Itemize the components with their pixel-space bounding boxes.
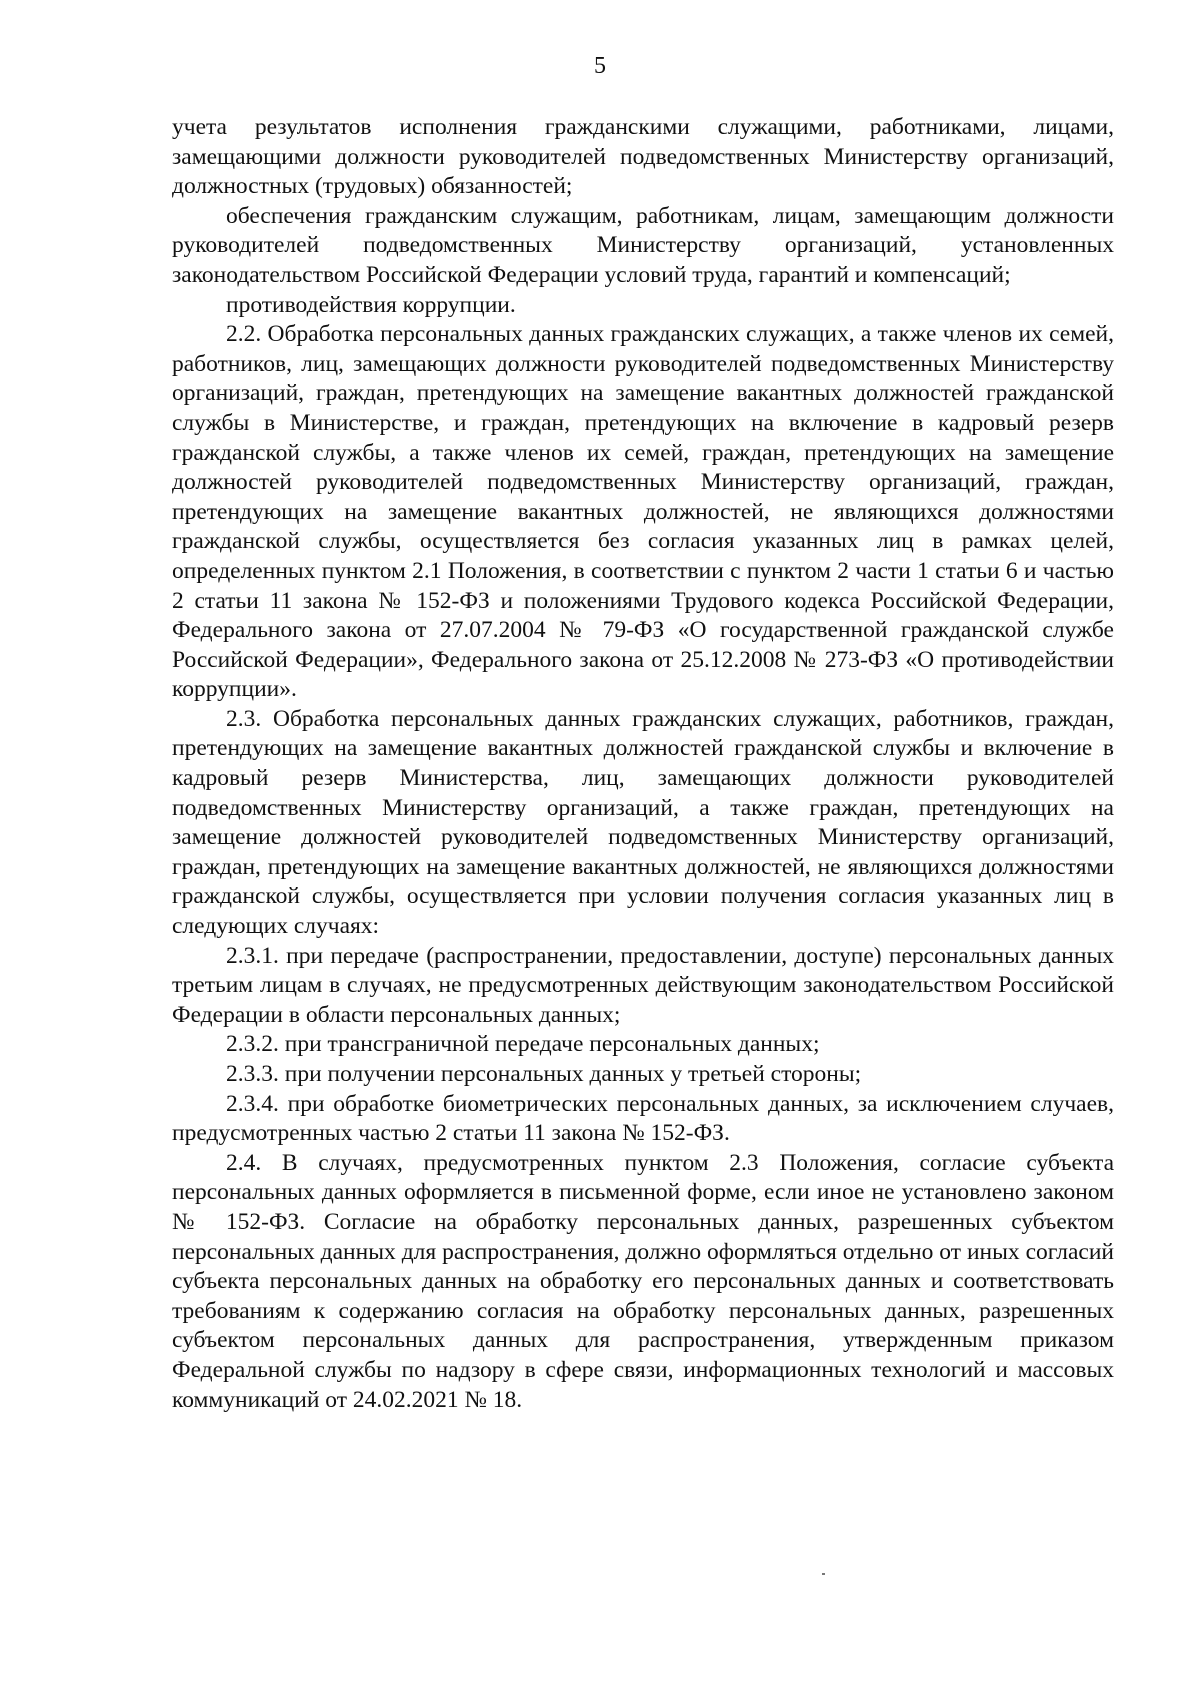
paragraph-purpose-duties: учета результатов исполнения гражданскими служащими, работниками, лицами, замещающими должности руководителей подведомственных Министерству организаций, должностных (трудовых) обязанностей;	[172, 114, 1114, 200]
paragraph-purpose-guarantees: обеспечения гражданским служащим, работникам, лицам, замещающим должности руководителей подведомственных Министерству организаций, установленных законодательством Российской Федерации условий труда, гарантий и компенсаций;	[172, 202, 1114, 288]
paragraph-2-2: 2.2. Обработка персональных данных гражданских служащих, а также членов их семей, работников, лиц, замещающих должности руководителей подведомственных Министерству организаций, граждан, претендующих на замещение вакантных должностей гражданской службы в Министерстве, и граждан, претендующих на включение в кадровый резерв гражданской службы, а также членов их семей, граждан, претендующих на замещение должностей руководителей подведомственных Министерству организаций, граждан, претендующих на замещение вакантных должностей, не являющихся должностями гражданской службы, осуществляется без согласия указанных лиц в рамках целей, определенных пунктом 2.1 Положения, в соответствии с пунктом 2 части 1 статьи 6 и частью 2 статьи 11 закона № 152-ФЗ и положениями Трудового кодекса Российской Федерации, Федерального закона от 27.07.2004 № 79-ФЗ «О государственной гражданской службе Российской Федерации», Федерального закона от 25.12.2008 № 273-ФЗ «О противодействии коррупции».	[172, 321, 1114, 703]
paragraph-2-3-2: 2.3.2. при трансграничной передаче персональных данных;	[226, 1031, 820, 1058]
scan-speck	[822, 1573, 825, 1575]
paragraph-purpose-anticorruption: противодействия коррупции.	[226, 291, 516, 318]
paragraph-2-3-4: 2.3.4. при обработке биометрических персональных данных, за исключением случаев, предусмотренных частью 2 статьи 11 закона № 152-ФЗ.	[172, 1090, 1114, 1147]
paragraph-2-3: 2.3. Обработка персональных данных гражданских служащих, работников, граждан, претендующих на замещение вакантных должностей гражданской службы и включение в кадровый резерв Министерства, лиц, замещающих должности руководителей подведомственных Министерству организаций, а также граждан, претендующих на замещение должностей руководителей подведомственных Министерству организаций, граждан, претендующих на замещение вакантных должностей, не являющихся должностями гражданской службы, осуществляется при условии получения согласия указанных лиц в следующих случаях:	[172, 705, 1114, 940]
paragraph-2-4: 2.4. В случаях, предусмотренных пунктом 2.3 Положения, согласие субъекта персональных данных оформляется в письменной форме, если иное не установлено законом № 152-ФЗ. Согласие на обработку персональных данных, разрешенных субъектом персональных данных для распространения, должно оформляться отдельно от иных согласий субъекта персональных данных на обработку его персональных данных и соответствовать требованиям к содержанию согласия на обработку персональных данных, разрешенных субъектом персональных данных для распространения, утвержденным приказом Федеральной службы по надзору в сфере связи, информационных технологий и массовых коммуникаций от 24.02.2021 № 18.	[172, 1149, 1114, 1413]
page-number: 5	[594, 53, 606, 79]
document-body	[172, 113, 1114, 1415]
paragraph-2-3-3: 2.3.3. при получении персональных данных у третьей стороны;	[226, 1061, 862, 1087]
paragraph-2-3-1: 2.3.1. при передаче (распространении, предоставлении, доступе) персональных данных третьим лицам в случаях, не предусмотренных действующим законодательством Российской Федерации в области персональных данных;	[172, 942, 1114, 1028]
